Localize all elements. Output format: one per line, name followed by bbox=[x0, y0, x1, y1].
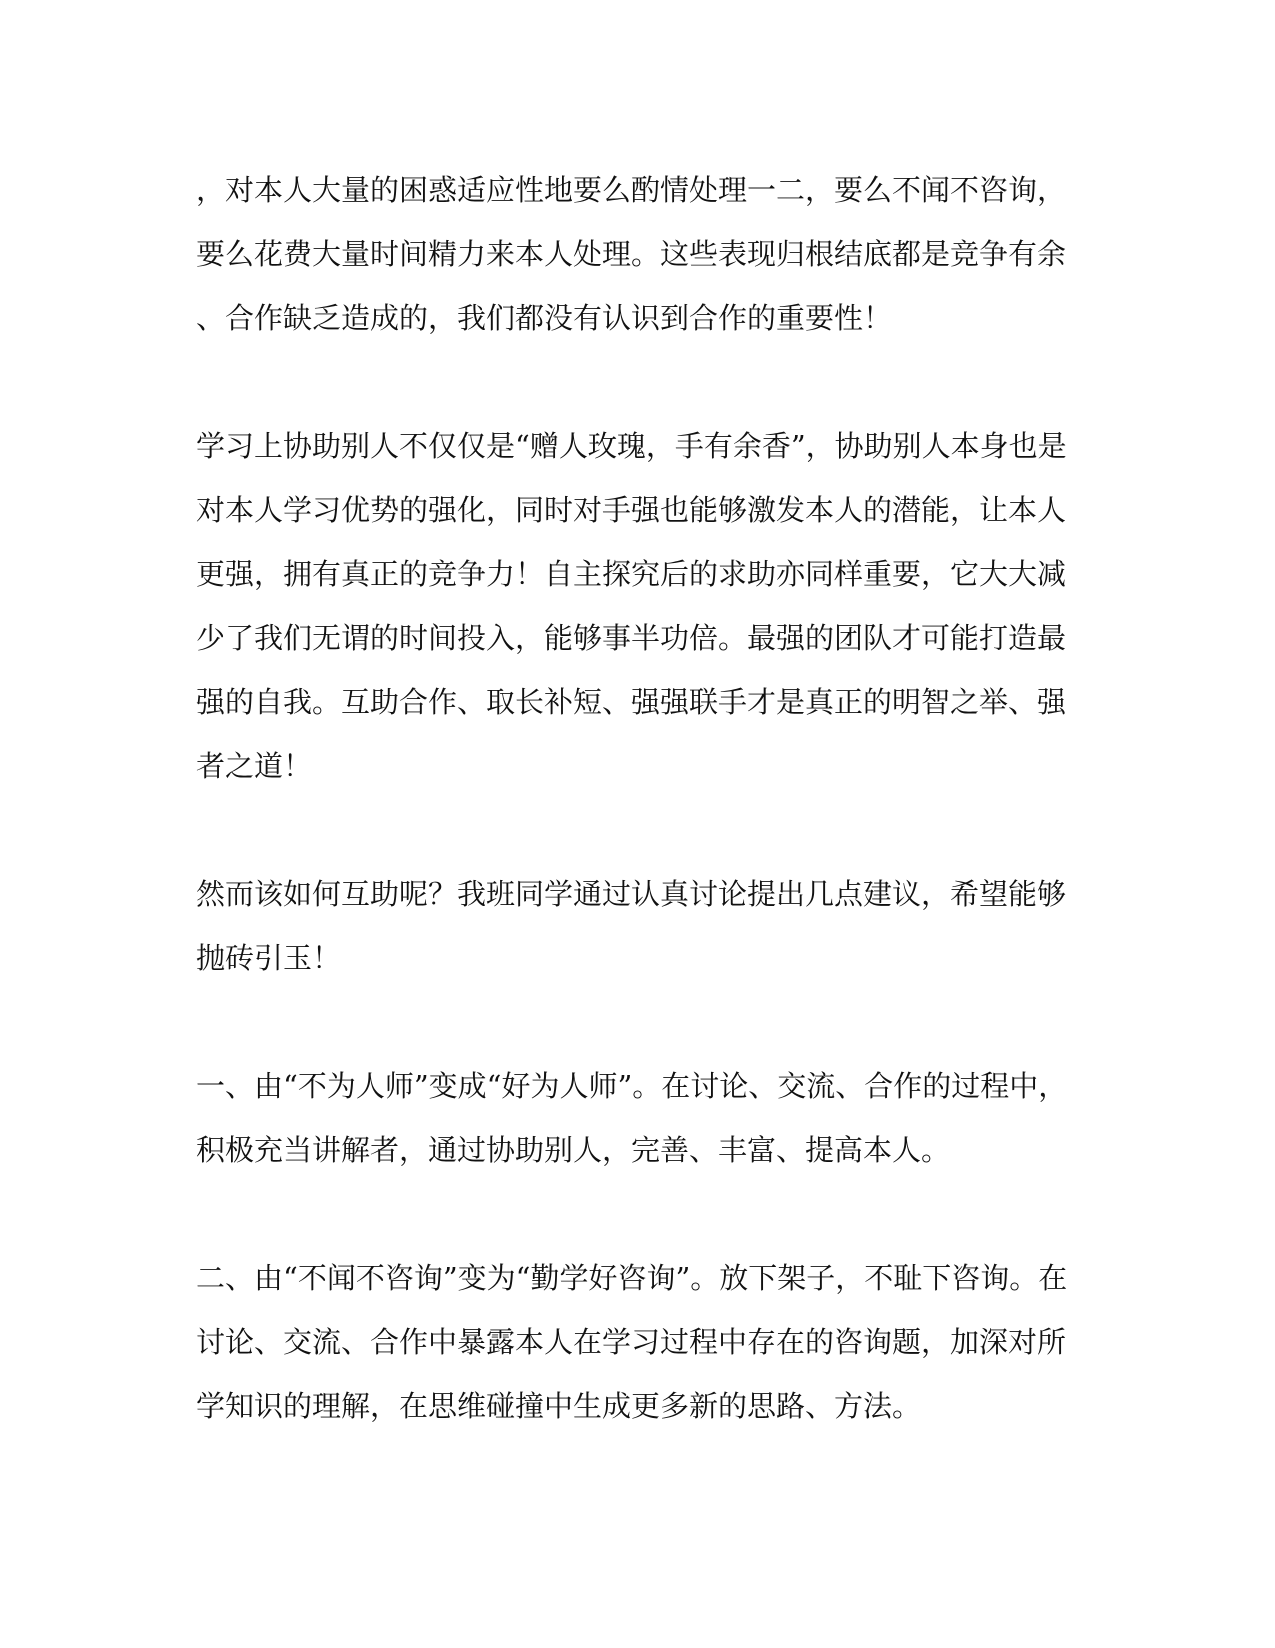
text-line: 学习上协助别人不仅仅是“赠人玫瑰，手有余香”，协助别人本身也是 bbox=[196, 429, 1067, 463]
text-line: 对本人学习优势的强化，同时对手强也能够激发本人的潜能，让本人 bbox=[196, 493, 1067, 527]
paragraph-3 bbox=[196, 862, 1076, 990]
text-line: ，对本人大量的困惑适应性地要么酌情处理一二，要么不闻不咨询， bbox=[196, 173, 1067, 207]
text-line: 者之道！ bbox=[196, 749, 313, 783]
text-line: 抛砖引玉！ bbox=[196, 941, 342, 975]
text-line: 少了我们无谓的时间投入，能够事半功倍。最强的团队才可能打造最 bbox=[196, 621, 1067, 655]
paragraph-1 bbox=[196, 158, 1076, 350]
text-line: 学知识的理解，在思维碰撞中生成更多新的思路、方法。 bbox=[196, 1389, 922, 1423]
text-line: 然而该如何互助呢？我班同学通过认真讨论提出几点建议，希望能够 bbox=[196, 877, 1067, 911]
text-line: 更强，拥有真正的竞争力！自主探究后的求助亦同样重要，它大大减 bbox=[196, 557, 1067, 591]
text-line: 、合作缺乏造成的，我们都没有认识到合作的重要性！ bbox=[196, 301, 893, 335]
text-line: 强的自我。互助合作、取长补短、强强联手才是真正的明智之举、强 bbox=[196, 685, 1067, 719]
paragraph-5 bbox=[196, 1246, 1076, 1438]
paragraph-2 bbox=[196, 414, 1076, 798]
paragraph-4 bbox=[196, 1054, 1076, 1182]
text-line: 要么花费大量时间精力来本人处理。这些表现归根结底都是竞争有余 bbox=[196, 237, 1067, 271]
text-line: 积极充当讲解者，通过协助别人，完善、丰富、提高本人。 bbox=[196, 1133, 951, 1167]
text-line: 一、由“不为人师”变成“好为人师”。在讨论、交流、合作的过程中， bbox=[196, 1069, 1068, 1103]
text-line: 二、由“不闻不咨询”变为“勤学好咨询”。放下架子，不耻下咨询。在 bbox=[196, 1261, 1068, 1295]
text-line: 讨论、交流、合作中暴露本人在学习过程中存在的咨询题，加深对所 bbox=[196, 1325, 1067, 1359]
